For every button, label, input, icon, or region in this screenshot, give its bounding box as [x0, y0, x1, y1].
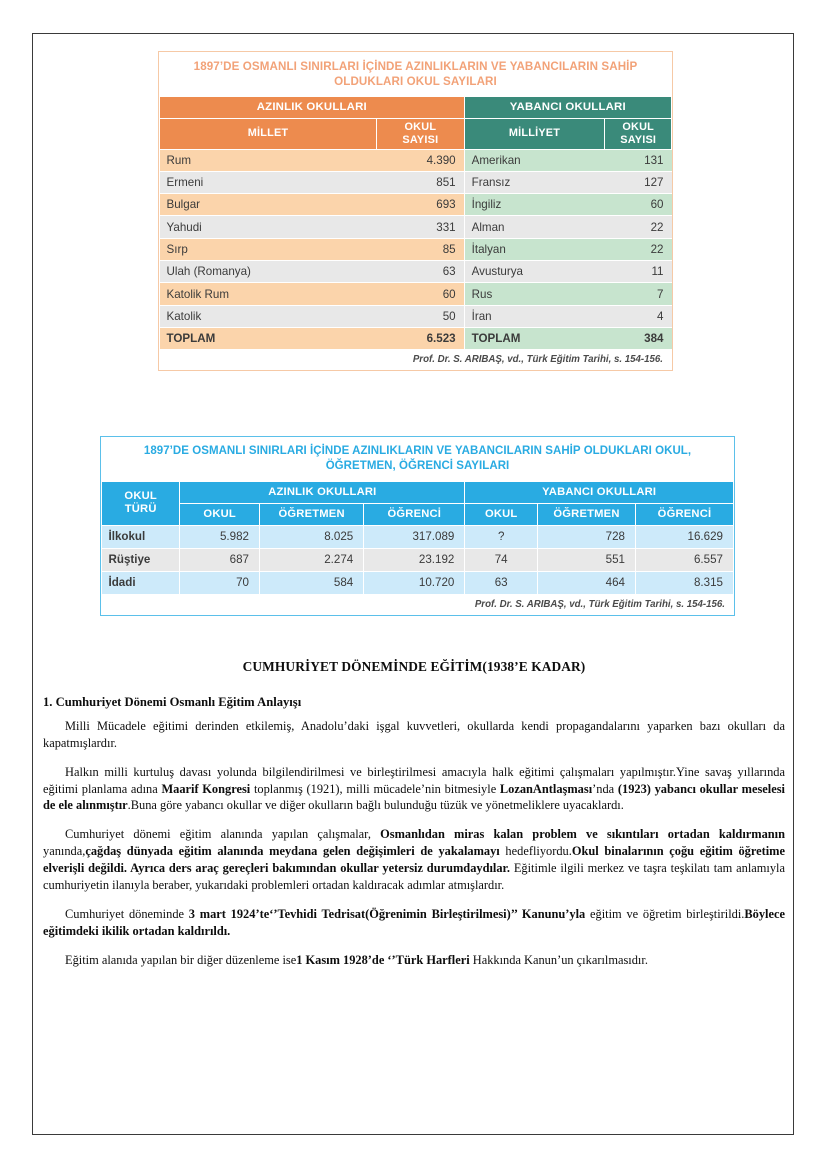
table-one-title: 1897’DE OSMANLI SINIRLARI İÇİNDE AZINLIKLARIN VE YABANCILARIN SAHİP OLDUKLARI OKUL SAYILARI: [193, 60, 638, 89]
cell-milliyet: Rus: [464, 283, 605, 305]
cell-minority-student: 317.089: [364, 525, 465, 548]
cell-minority-teacher: 2.274: [259, 548, 363, 571]
paragraph-4: [43, 906, 785, 939]
paragraph-3-segment: Eğitimle ilgili merkez ve taşra teşkilatı tam anlamıyla cumhuriyetin ilanıyla beraber, yukarıdaki problemleri ortadan kaldıracak adımlar atmışlardır.: [43, 860, 785, 892]
cell-minority-student: 23.192: [364, 548, 465, 571]
cell-millet-count: 851: [377, 171, 465, 193]
cell-milliyet-count: 127: [605, 171, 672, 193]
table-two-column-header-row: [102, 503, 734, 525]
column-header-foreign-student: ÖĞRENCİ: [635, 503, 733, 525]
cell-millet-count: 331: [377, 216, 465, 238]
cell-milliyet-count: 22: [605, 238, 672, 260]
column-header-minority-teacher: ÖĞRETMEN: [259, 503, 363, 525]
cell-foreign-student: 8.315: [635, 571, 733, 594]
cell-foreign-school: 63: [465, 571, 538, 594]
table-two-group-header-row: [102, 481, 734, 503]
page-frame: [32, 33, 794, 1135]
cell-millet: Bulgar: [160, 194, 377, 216]
cell-millet: Katolik: [160, 305, 377, 327]
table-two-title: 1897’DE OSMANLI SINIRLARI İÇİNDE AZINLIKLARIN VE YABANCILARIN SAHİP OLDUKLARI OKUL, ÖĞRETMEN, ÖĞRENCİ SAYILARI: [143, 445, 692, 473]
column-header-millet: MİLLET: [160, 118, 377, 149]
cell-foreign-teacher: 551: [538, 548, 636, 571]
table-row: [160, 216, 672, 238]
cell-millet-total: 6.523: [377, 327, 465, 349]
column-header-minority-school-count: OKUL SAYISI: [377, 118, 465, 149]
cell-milliyet: İran: [464, 305, 605, 327]
table-row: [160, 283, 672, 305]
cell-millet-count: 50: [377, 305, 465, 327]
cell-millet-total-label: TOPLAM: [160, 327, 377, 349]
cell-foreign-teacher: 728: [538, 525, 636, 548]
paragraph-3-segment: Cumhuriyet dönemi eğitim alanında yapılan çalışmalar,: [65, 827, 381, 842]
paragraph-2-segment: .Buna göre yabancı okullar ve diğer okulların bağlı bulunduğu tüzük ve yönetmeliklere uyacaklardı.: [127, 798, 624, 813]
paragraph-1-text: Milli Mücadele eğitimi derinden etkilemiş, Anadolu’daki işgal kuvvetleri, okullarda kendi propagandalarını yaparken bazı okulları da kapatmışlardır.: [43, 719, 785, 750]
paragraph-2-bold: (1923) yabancı okullar meselesi de ele alınmıştır: [43, 781, 785, 813]
cell-school-type: İdadi: [102, 571, 180, 594]
cell-millet: Sırp: [160, 238, 377, 260]
cell-millet: Ermeni: [160, 171, 377, 193]
cell-milliyet-count: 22: [605, 216, 672, 238]
cell-millet: Katolik Rum: [160, 283, 377, 305]
cell-milliyet-total: 384: [605, 327, 672, 349]
cell-foreign-student: 6.557: [635, 548, 733, 571]
paragraph-3-bold: Okul binalarının çoğu eğitim öğretime elverişli değildi. Ayrıca ders araç gereçleri bakımından okullar yetersiz durumdaydılar.: [43, 844, 786, 875]
paragraph-5-bold: 1 Kasım 1928’de ‘’Türk Harfleri: [296, 952, 470, 967]
table-total-row: [160, 327, 672, 349]
cell-minority-school: 70: [180, 571, 260, 594]
cell-milliyet: İngiliz: [464, 194, 605, 216]
paragraph-3-bold: çağdaş dünyada eğitim alanında meydana gelen değişimleri de yakalamayı: [85, 844, 500, 859]
table-row: [160, 261, 672, 283]
cell-millet-count: 693: [377, 194, 465, 216]
cell-millet-count: 85: [377, 238, 465, 260]
table-row: [102, 571, 734, 594]
column-header-minority-student: ÖĞRENCİ: [364, 503, 465, 525]
paragraph-3: [43, 826, 785, 893]
column-header-foreign-school-count: OKUL SAYISI: [605, 118, 672, 149]
column-header-milliyet: MİLLİYET: [464, 118, 605, 149]
cell-foreign-school: 74: [465, 548, 538, 571]
paragraph-2: [43, 764, 785, 814]
cell-milliyet-count: 131: [605, 149, 672, 171]
table-row: [102, 525, 734, 548]
cell-milliyet-count: 7: [605, 283, 672, 305]
cell-millet-count: 63: [377, 261, 465, 283]
section-heading: 1. Cumhuriyet Dönemi Osmanlı Eğitim Anlayışı: [43, 695, 302, 709]
table-two-citation: Prof. Dr. S. ARIBAŞ, vd., Türk Eğitim Tarihi, s. 154-156.: [101, 595, 734, 615]
paragraph-4-segment: Cumhuriyet döneminde: [65, 906, 189, 921]
paragraph-2-bold: Maarif Kongresi: [161, 781, 251, 796]
cell-minority-school: 687: [180, 548, 260, 571]
document-body: [43, 659, 785, 981]
paragraph-4-bold: Böylece eğitimdeki ikilik ortadan kaldırıldı.: [43, 906, 786, 938]
cell-millet-count: 4.390: [377, 149, 465, 171]
cell-milliyet-count: 60: [605, 194, 672, 216]
corner-header-school-type: OKUL TÜRÜ: [102, 481, 180, 525]
table-row: [160, 194, 672, 216]
column-header-foreign-school: OKUL: [465, 503, 538, 525]
paragraph-2-segment: ’nda: [592, 781, 618, 796]
cell-milliyet: Avusturya: [464, 261, 605, 283]
cell-milliyet: Amerikan: [464, 149, 605, 171]
cell-milliyet-count: 11: [605, 261, 672, 283]
paragraph-2-segment: toplanmış (1921), milli mücadele’nin bitmesiyle: [250, 781, 500, 796]
column-header-foreign-teacher: ÖĞRETMEN: [538, 503, 636, 525]
cell-milliyet-count: 4: [605, 305, 672, 327]
cell-minority-teacher: 8.025: [259, 525, 363, 548]
cell-milliyet: Alman: [464, 216, 605, 238]
paragraph-4-segment: eğitim ve öğretim birleştirildi.: [585, 906, 745, 921]
cell-minority-school: 5.982: [180, 525, 260, 548]
table-row: [160, 149, 672, 171]
group-header-minority: AZINLIK OKULLARI: [160, 96, 465, 118]
paragraph-5: [43, 952, 785, 969]
cell-school-type: Rüştiye: [102, 548, 180, 571]
cell-millet-count: 60: [377, 283, 465, 305]
cell-foreign-student: 16.629: [635, 525, 733, 548]
paragraph-2-segment: Halkın milli kurtuluş davası yolunda bilgilendirilmesi ve birleştirilmesi amacıyla halk eğitimi çalışmaları yapılmıştır.Yine savaş yıllarında eğitimi planlama adına: [43, 764, 785, 796]
group-header-foreign: YABANCI OKULLARI: [464, 96, 671, 118]
paragraph-3-segment: yanında,: [43, 844, 86, 859]
page-title: CUMHURİYET DÖNEMİNDE EĞİTİM(1938’E KADAR): [242, 659, 586, 674]
cell-milliyet-total-label: TOPLAM: [464, 327, 605, 349]
paragraph-3-segment: hedefliyordu.: [499, 844, 572, 859]
table-row: [160, 171, 672, 193]
minority-foreign-school-counts-table: [158, 51, 673, 371]
cell-milliyet: İtalyan: [464, 238, 605, 260]
paragraph-4-bold: 3 mart 1924’te‘’Tevhidi Tedrisat(Öğrenimin Birleştirilmesi)’’ Kanunu’yla: [188, 906, 586, 921]
paragraph-5-segment: Eğitim alanıda yapılan bir diğer düzenleme ise: [65, 952, 297, 967]
cell-minority-student: 10.720: [364, 571, 465, 594]
paragraph-1: [43, 718, 785, 751]
table-row: [102, 548, 734, 571]
group-header-foreign: YABANCI OKULLARI: [465, 481, 734, 503]
table-one-group-header-row: [160, 96, 672, 118]
cell-millet: Rum: [160, 149, 377, 171]
cell-millet: Ulah (Romanya): [160, 261, 377, 283]
cell-minority-teacher: 584: [259, 571, 363, 594]
cell-school-type: İlkokul: [102, 525, 180, 548]
cell-foreign-teacher: 464: [538, 571, 636, 594]
cell-foreign-school: ?: [465, 525, 538, 548]
column-header-minority-school: OKUL: [180, 503, 260, 525]
table-row: [160, 305, 672, 327]
paragraph-3-bold: Osmanlıdan miras kalan problem ve sıkıntıları ortadan kaldırmanın: [380, 827, 785, 842]
paragraph-2-bold: LozanAntlaşması: [499, 781, 593, 796]
table-row: [160, 238, 672, 260]
cell-millet: Yahudi: [160, 216, 377, 238]
school-teacher-student-counts-table: [100, 436, 735, 616]
table-one-column-header-row: [160, 118, 672, 149]
table-one-citation: Prof. Dr. S. ARIBAŞ, vd., Türk Eğitim Tarihi, s. 154-156.: [159, 350, 672, 370]
paragraph-5-segment: Hakkında Kanun’un çıkarılmasıdır.: [469, 952, 648, 967]
group-header-minority: AZINLIK OKULLARI: [180, 481, 465, 503]
cell-milliyet: Fransız: [464, 171, 605, 193]
